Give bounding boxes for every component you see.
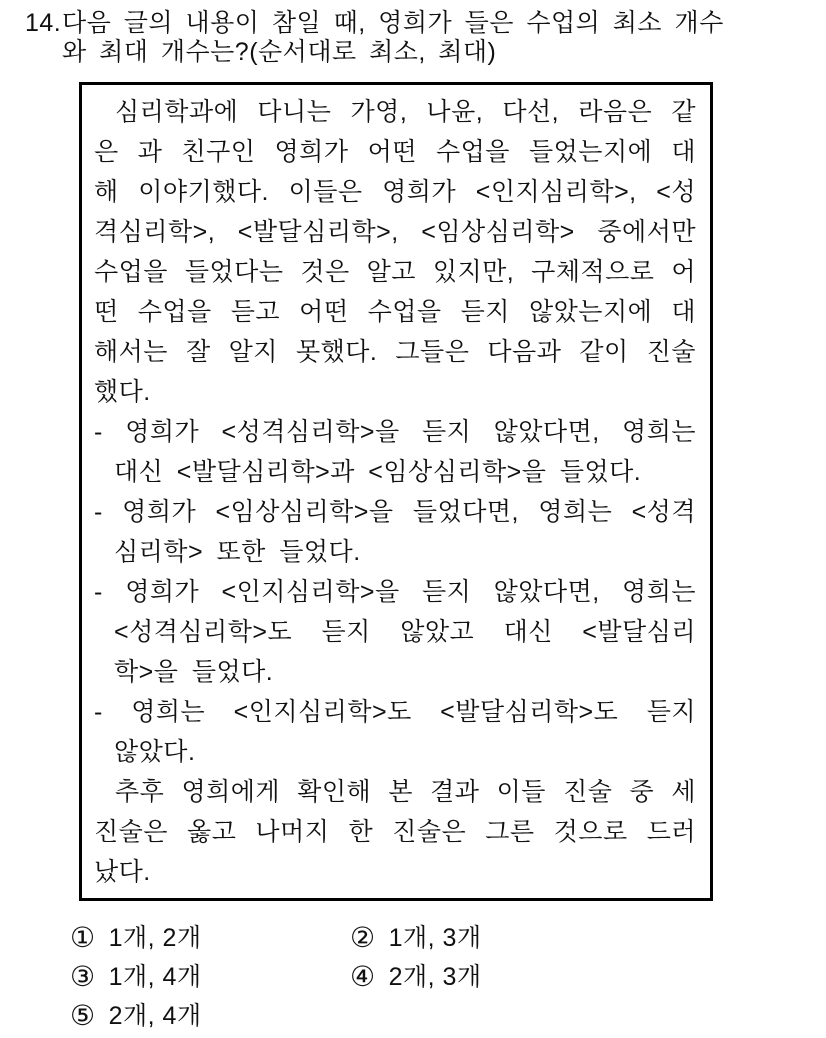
choice-5-marker: ⑤ [70,1000,96,1031]
passage-line: 수업을 들었다는 것은 알고 있지만, 구체적으로 어 [94,258,696,286]
question-text-line: 다음 글의 내용이 참일 때, 영희가 들은 수업의 최소 개수 [62,9,724,37]
passage-line: 심리학과에 다니는 가영, 나윤, 다선, 라음은 같 [115,98,696,126]
passage-line: 대신 <발달심리학>과 <임상심리학>을 들었다. [114,458,642,486]
choice-5-label: 2개, 4개 [108,1002,202,1030]
passage-line: - 영희가 <성격심리학>을 듣지 않았다면, 영희는 [94,418,696,446]
choice-1[interactable] [70,923,350,953]
passage-box [79,82,713,901]
passage-line: 해 이야기했다. 이들은 영희가 <인지심리학>, <성 [94,178,696,206]
passage-line: <성격심리학>도 듣지 않았고 대신 <발달심리 [114,618,696,646]
choice-5[interactable] [70,1001,350,1031]
passage-line: 않았다. [114,738,196,766]
passage-line: 해서는 잘 알지 못했다. 그들은 다음과 같이 진술 [94,338,696,366]
passage-line: 심리학> 또한 들었다. [114,538,361,566]
passage-line: 학>을 들었다. [114,658,274,686]
choice-4[interactable] [350,962,826,992]
choice-4-label: 2개, 3개 [388,963,482,991]
passage-line: 격심리학>, <발달심리학>, <임상심리학> 중에서만 [94,218,696,246]
choice-1-marker: ① [70,922,96,953]
passage-line: 떤 수업을 듣고 어떤 수업을 듣지 않았는지에 대 [94,298,696,326]
choice-2[interactable] [350,923,826,953]
choice-3-marker: ③ [70,961,96,992]
question-stem [0,0,826,67]
choice-3[interactable] [70,962,350,992]
passage-line: - 영희가 <인지심리학>을 듣지 않았다면, 영희는 [94,578,696,606]
passage-line: 진술은 옳고 나머지 한 진술은 그른 것으로 드러 [94,818,696,846]
choice-1-label: 1개, 2개 [108,924,202,952]
question-text [62,9,724,67]
passage-line: 추후 영희에게 확인해 본 결과 이들 진술 중 세 [115,778,696,806]
choice-2-label: 1개, 3개 [388,924,482,952]
question-text-line: 와 최대 개수는?(순서대로 최소, 최대) [62,38,497,66]
passage-line: 났다. [94,858,151,886]
passage-line: - 영희는 <인지심리학>도 <발달심리학>도 듣지 [94,698,696,726]
passage-line: 했다. [94,378,151,406]
choice-3-label: 1개, 4개 [108,963,202,991]
question-number: 14. [25,9,62,37]
passage-line: 은 과 친구인 영희가 어떤 수업을 들었는지에 대 [94,138,696,166]
choice-2-marker: ② [350,922,376,953]
choice-4-marker: ④ [350,961,376,992]
answer-choices [70,923,826,1031]
passage-line: - 영희가 <임상심리학>을 들었다면, 영희는 <성격 [94,498,696,526]
